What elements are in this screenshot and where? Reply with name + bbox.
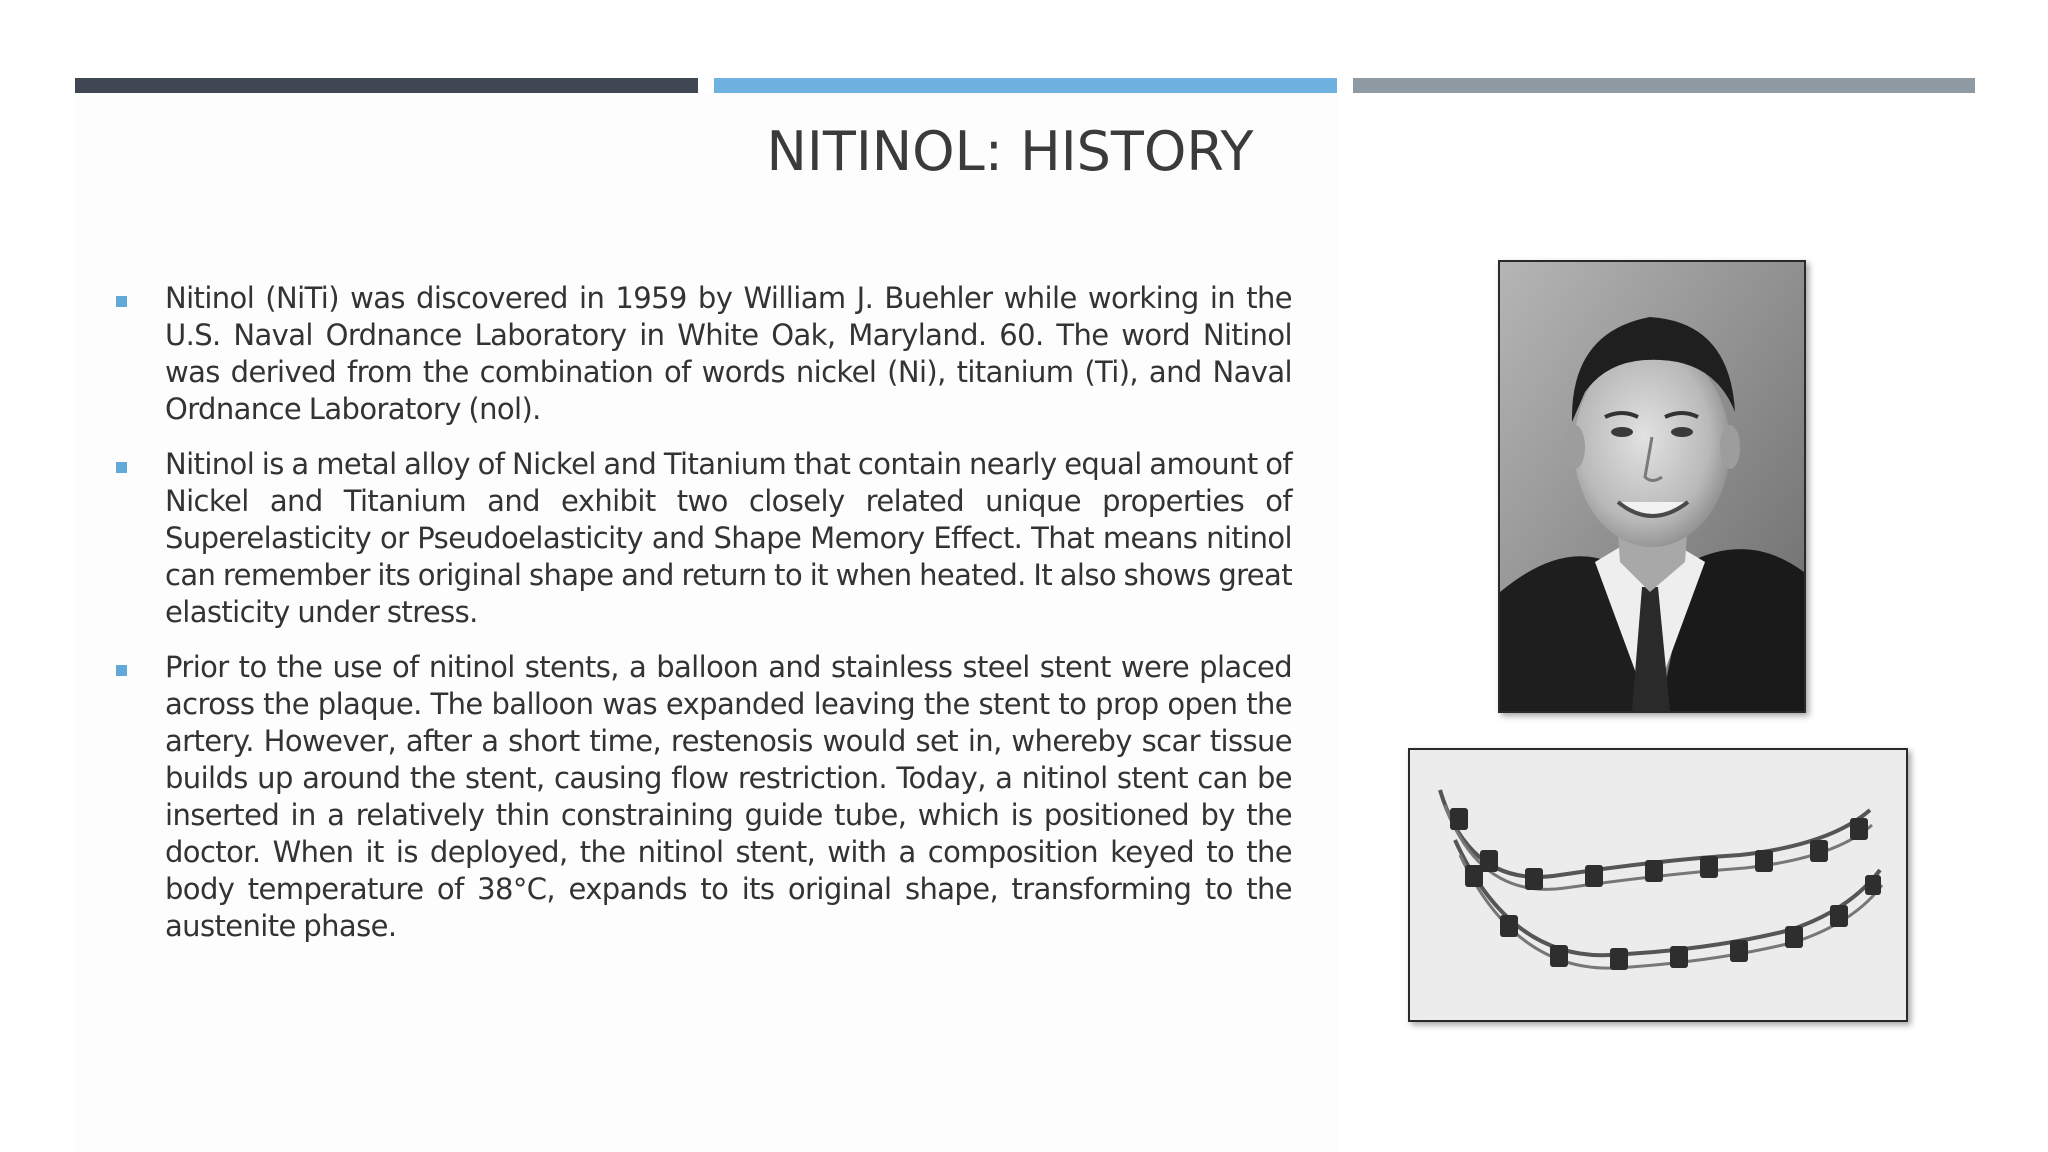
bullet-text: Nitinol (NiTi) was discovered in 1959 by William J. Buehler while working in the U.S. Naval Ordnance Laboratory in White Oak, Maryland. 60. The word Nitinol was derived from the combination of words nickel (Ni), titanium (Ti), and Naval Ordnance Laboratory (nol). [165,281,1292,426]
bullet-item [112,649,1292,945]
slide-title: NITINOL: HISTORY [766,120,1254,183]
bullet-item [112,280,1292,428]
accent-bar-blue [714,78,1337,93]
accent-bar-gray [1353,78,1975,93]
square-bullet-icon [116,462,127,473]
square-bullet-icon [116,665,127,676]
portrait-photo [1498,260,1806,713]
square-bullet-icon [116,296,127,307]
bullet-item [112,446,1292,631]
bullet-list [112,280,1292,963]
accent-bar-dark [75,78,698,93]
bullet-text: Prior to the use of nitinol stents, a balloon and stainless steel stent were placed across the plaque. The balloon was expanded leaving the stent to prop open the artery. However, after a short time, restenosis would set in, whereby scar tissue builds up around the stent, causing flow restriction. Today, a nitinol stent can be inserted in a relatively thin constraining guide tube, which is positioned by the doctor. When it is deployed, the nitinol stent, with a composition keyed to the body temperature of 38°C, expands to its original shape, transforming to the austenite phase. [165,650,1292,943]
bullet-text: Nitinol is a metal alloy of Nickel and Titanium that contain nearly equal amount of Nickel and Titanium and exhibit two closely related unique properties of Superelasticity or Pseudoelasticity and Shape Memory Effect. That means nitinol can remember its original shape and return to it when heated. It also shows great elasticity under stress. [165,447,1292,629]
braces-photo [1408,748,1908,1022]
